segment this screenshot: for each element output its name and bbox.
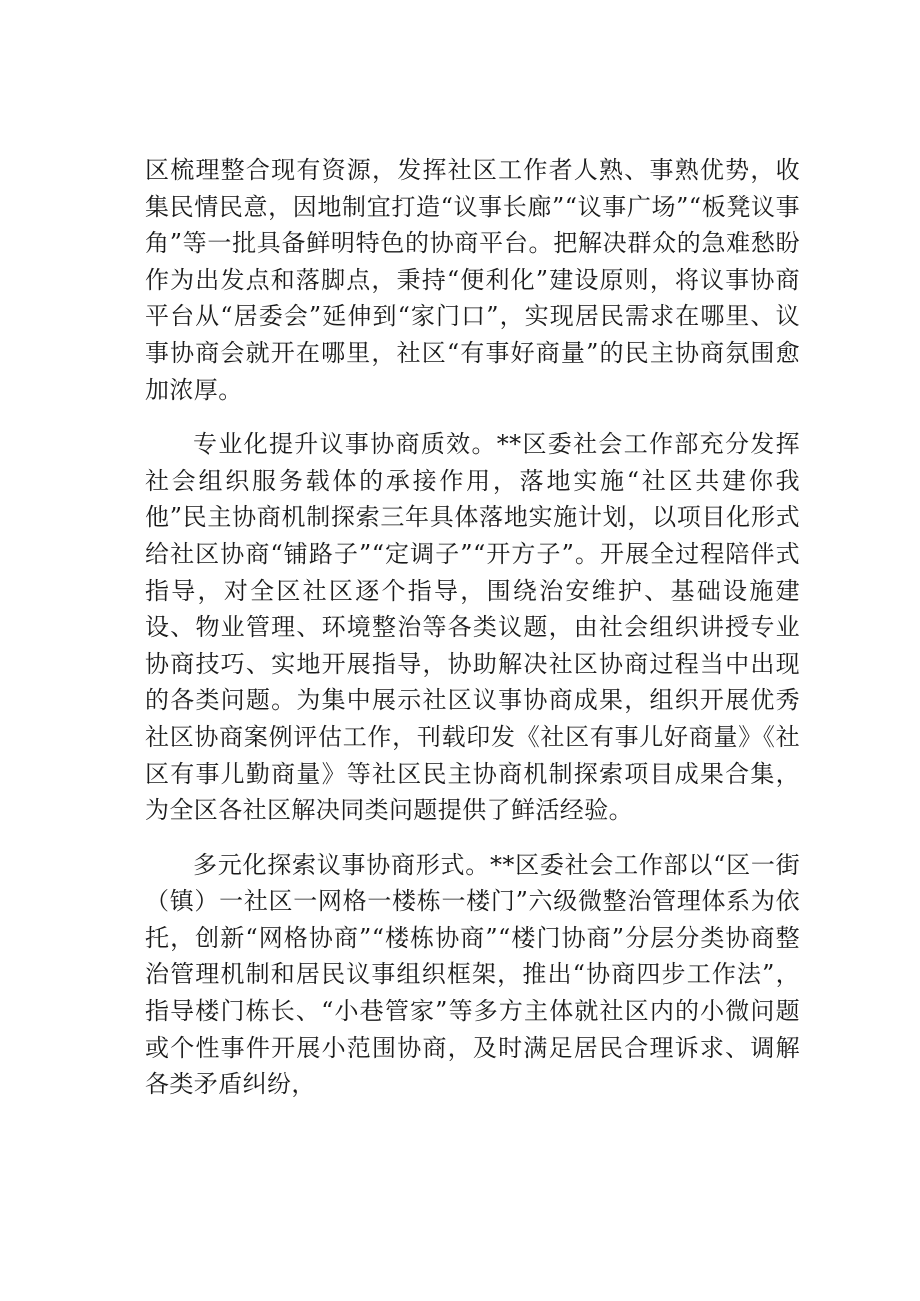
paragraph-continuation: 区梳理整合现有资源，发挥社区工作者人熟、事熟优势，收集民情民意，因地制宜打造“议事长廊”“议事广场”“板凳议事角”等一批具备鲜明特色的协商平台。把解决群众的急难愁盼作为出发点和落脚点，秉持“便利化”建设原则，将议事协商平台从“居委会”延伸到“家门口”，实现居民需求在哪里、议事协商会就开在哪里，社区“有事好商量”的民主协商氛围愈加浓厚。	[145, 156, 800, 404]
paragraph-diversification: 多元化探索议事协商形式。**区委社会工作部以“区一街（镇）一社区一网格一楼栋一楼门”六级微整治管理体系为依托，创新“网格协商”“楼栋协商”“楼门协商”分层分类协商整治管理机制和居民议事组织框架，推出“协商四步工作法”，指导楼门栋长、“小巷管家”等多方主体就社区内的小微问题或个性事件开展小范围协商，及时满足居民合理诉求、调解各类矛盾纠纷，	[145, 850, 800, 1099]
document-body	[145, 152, 800, 1103]
paragraph-professionalization: 专业化提升议事协商质效。**区委社会工作部充分发挥社会组织服务载体的承接作用，落地实施“社区共建你我他”民主协商机制探索三年具体落地实施计划，以项目化形式给社区协商“铺路子”“定调子”“开方子”。开展全过程陪伴式指导，对全区社区逐个指导，围绕治安维护、基础设施建设、物业管理、环境整治等各类议题，由社会组织讲授专业协商技巧、实地开展指导，协助解决社区协商过程当中出现的各类问题。为集中展示社区议事协商成果，组织开展优秀社区协商案例评估工作，刊载印发《社区有事儿好商量》《社区有事儿勤商量》等社区民主协商机制探索项目成果合集，为全区各社区解决同类问题提供了鲜活经验。	[145, 430, 800, 825]
